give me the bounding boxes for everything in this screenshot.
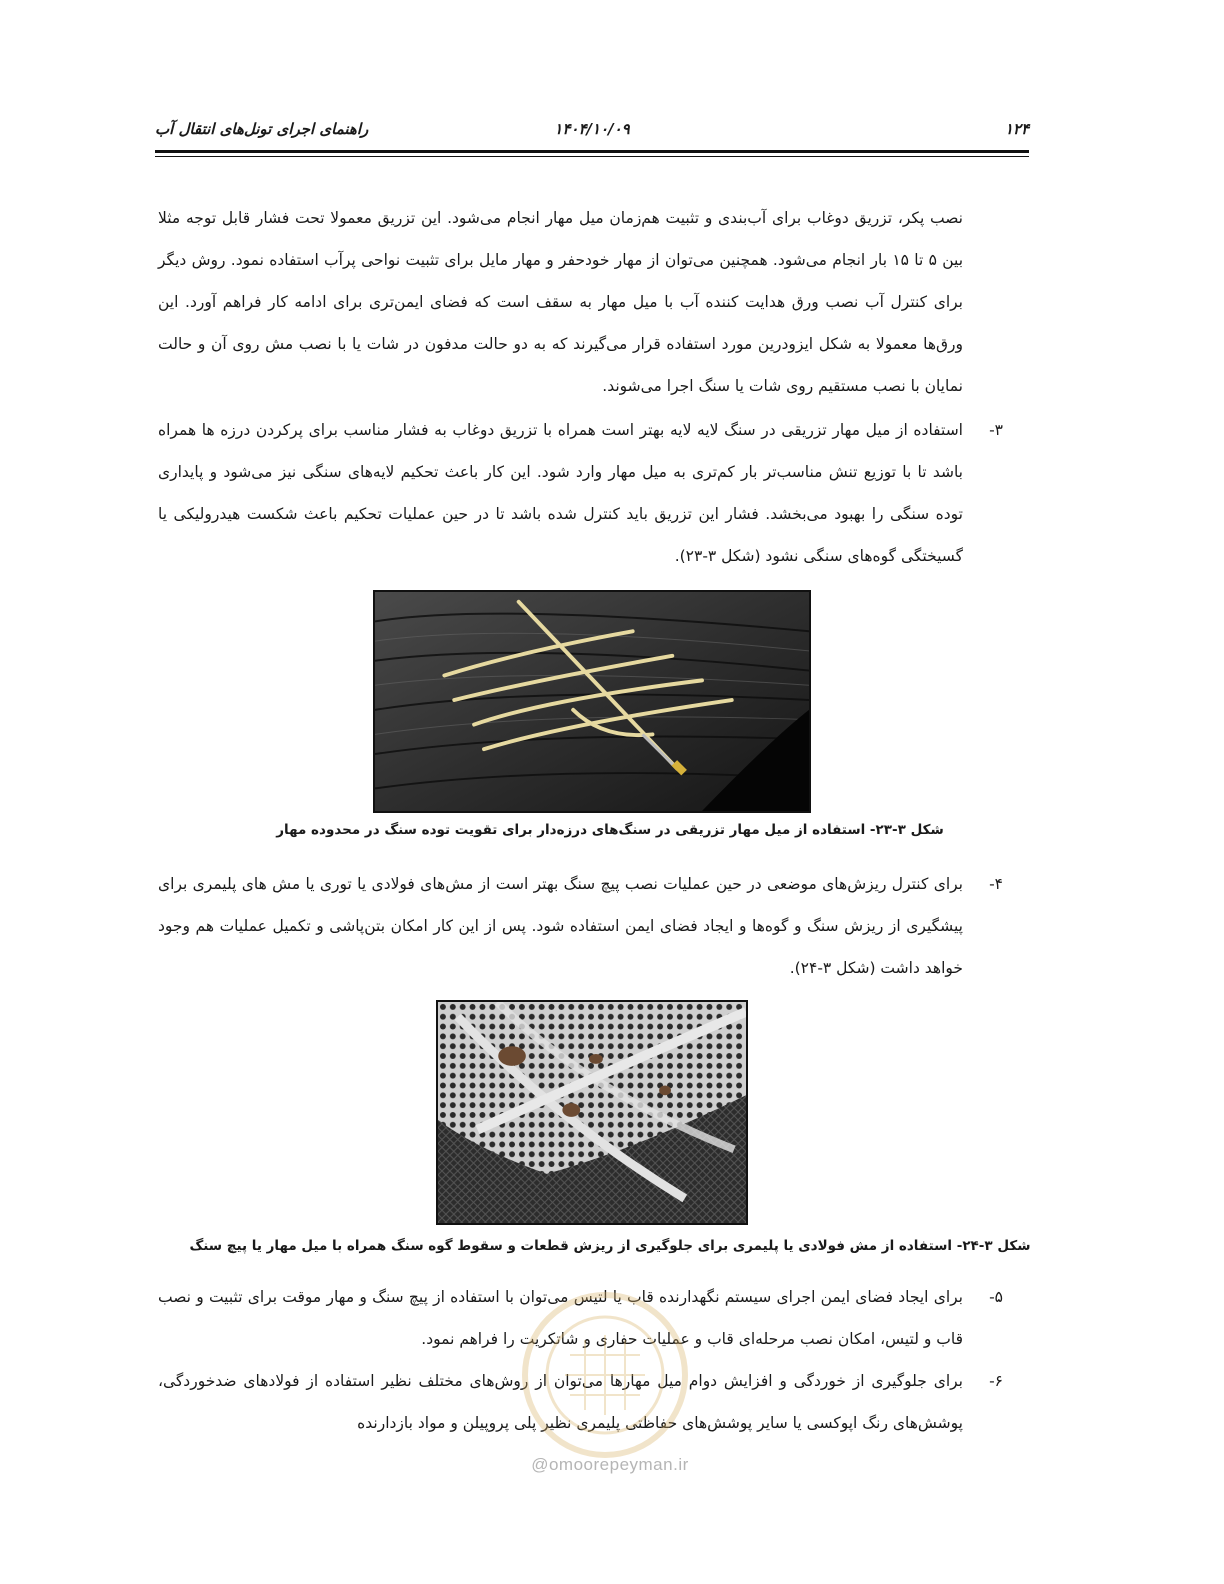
item-text: برای جلوگیری از خوردگی و افزایش دوام میل مهارها می‌توان از روش‌های مختلف نظیر استفاده از فولادهای ضدخوردگی، پوشش‌های رنگ اپوکسی یا سایر پوشش‌های حفاظتی پلیمری نظیر پلی پروپیلن و مواد بازدارنده <box>158 1372 963 1432</box>
page-number: ۱۲۴ <box>1004 120 1029 138</box>
figure-23-caption: شکل ۳-۲۳- استفاده از میل مهار تزریقی در سنگ‌های درزه‌دار برای تقویت توده سنگ در محدوده مهار <box>276 822 944 838</box>
item-number: ۴- <box>989 875 1003 893</box>
intro-paragraph: نصب پکر، تزریق دوغاب برای آب‌بندی و تثبیت هم‌زمان میل مهار انجام می‌شود. این تزریق معمولا تحت فشار قابل توجه مثلا بین ۵ تا ۱۵ بار انجام می‌شود. همچنین می‌توان از مهار خودحفر و مهار مایل برای تثبیت نواحی پرآب استفاده نمود. روش دیگر برای کنترل آب نصب ورق هدایت کننده آب با میل مهار به سقف است که فضای ایمن‌تری برای ادامه کار فراهم آورد. این ورق‌ها معمولا به شکل ایزودرین مورد استفاده قرار می‌گیرند که به دو حالت مدفون در شات یا با نصب مش روی آن و حالت نمایان با نصب مستقیم روی شات یا سنگ اجرا می‌شوند. <box>158 209 964 395</box>
figure-24-caption: شکل ۳-۲۴- استفاده از مش فولادی یا پلیمری برای جلوگیری از ریزش قطعات و سقوط گوه سنگ همراه با میل مهار یا پیچ سنگ <box>189 1238 1031 1254</box>
item-number: ۳- <box>989 421 1003 439</box>
running-header <box>155 120 1029 146</box>
item-number: ۵- <box>989 1288 1003 1306</box>
section-item-4 <box>158 863 1003 989</box>
grouted-rock-bolt-illustration <box>375 592 809 811</box>
header-date: ۱۴۰۴/۱۰/۰۹ <box>554 120 630 138</box>
book-title: راهنمای اجرای تونل‌های انتقال آب <box>155 120 369 138</box>
list-item <box>158 409 1003 577</box>
watermark-url: @omoorepeyman.ir <box>531 1455 689 1474</box>
header-rule-thin <box>155 156 1029 157</box>
figure-23-grouted-bolt-photo <box>373 590 811 813</box>
item-text: استفاده از میل مهار تزریقی در سنگ لایه لایه بهتر است همراه با تزریق دوغاب به فشار مناسب برای پرکردن درزه ها همراه باشد تا با توزیع تنش مناسب‌تر بار کم‌تری به میل مهار وارد شود. این کار باعث تحکیم لایه‌های سنگی نیز می‌شود و پایداری توده سنگی را بهبود می‌بخشد. فشار این تزریق باید کنترل شده باشد تا در حین عملیات تحکیم باعث شکست هیدرولیکی یا گسیختگی گوه‌های سنگی نشود (شکل ۳-۲۳). <box>158 421 963 565</box>
list-item <box>158 863 1003 989</box>
header-rule-thick <box>155 150 1029 153</box>
steel-mesh-illustration <box>438 1002 746 1223</box>
figure-24-mesh-photo <box>436 1000 748 1225</box>
section-item-3 <box>158 409 1003 577</box>
item-text: برای کنترل ریزش‌های موضعی در حین عملیات نصب پیچ سنگ بهتر است از مش‌های فولادی یا توری یا مش های پلیمری برای پیشگیری از ریزش سنگ و گوه‌ها و ایجاد فضای ایمن استفاده شود. پس از این کار امکان بتن‌پاشی و تکمیل عملیات هم وجود خواهد داشت (شکل ۳-۲۴). <box>158 875 963 977</box>
item-text: برای ایجاد فضای ایمن اجرای سیستم نگهدارنده قاب یا لتیس می‌توان با استفاده از پیچ سنگ و مهار موقت برای تثبیت و نصب قاب و لتیس، امکان نصب مرحله‌ای قاب و عملیات حفاری و شاتکریت را فراهم نمود. <box>158 1288 963 1348</box>
item-number: ۶- <box>989 1372 1003 1390</box>
watermark-seal-logo <box>470 1275 740 1475</box>
